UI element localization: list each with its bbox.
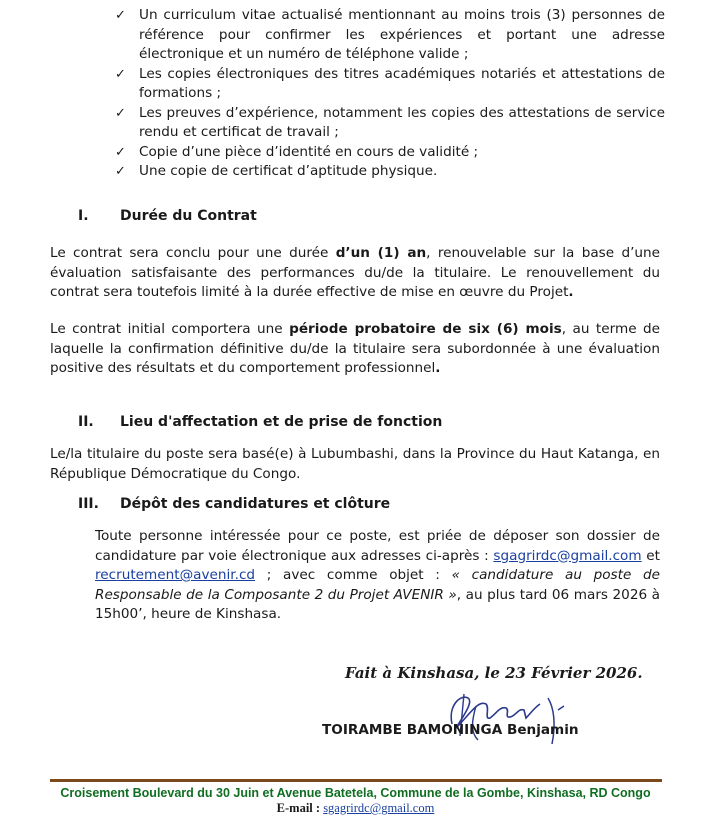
email-link-sgagrirdc[interactable]: sgagrirdc@gmail.com	[493, 547, 642, 564]
checkmark-icon: ✓	[115, 164, 126, 179]
checkmark-icon: ✓	[115, 66, 126, 82]
list-item: ✓ Les copies électroniques des titres académiques notariés et attestations de formations ;	[115, 65, 665, 101]
applications-paragraph: Toute personne intéressée pour ce poste, est priée de déposer son dossier de candidature par voie électronique aux adresses ci-après : sgagrirdc@gmail.com et recrutement@avenir.cd ; avec comme objet : « candidature au poste de Responsable de la Composante 2 du Projet AVENIR », au plus tard 06 mars 2026 à 15h00’, heure de Kinshasa.	[95, 528, 660, 622]
checkmark-icon: ✓	[115, 105, 126, 121]
list-item: ✓ Une copie de certificat d’aptitude physique.	[115, 162, 665, 182]
section-heading-location: II. Lieu d'affectation et de prise de fonction	[78, 414, 443, 430]
footer-rule	[50, 779, 662, 782]
checkmark-icon: ✓	[115, 8, 126, 23]
section-heading-applications: III. Dépôt des candidatures et clôture	[78, 496, 391, 512]
footer-email: E-mail : sgagrirdc@gmail.com	[276, 801, 435, 815]
probation-paragraph: Le contrat initial comportera une période probatoire de six (6) mois, au terme de laquelle la confirmation définitive du/de la titulaire sera subordonnée à une évaluation positive des résultats et du comportement professionnel.	[50, 321, 660, 376]
handwritten-signature	[430, 684, 580, 750]
footer-address: Croisement Boulevard du 30 Juin et Avenue Batetela, Commune de la Gombe, Kinshasa, RD Congo	[60, 786, 651, 800]
footer-email-link[interactable]: sgagrirdc@gmail.com	[323, 801, 435, 815]
required-documents-list	[115, 6, 665, 182]
place-date-line: Fait à Kinshasa, le 23 Février 2026.	[345, 664, 643, 682]
section-heading-contract-duration: I. Durée du Contrat	[78, 208, 257, 224]
checkmark-icon: ✓	[115, 144, 126, 160]
list-item: ✓ Les preuves d’expérience, notamment les copies des attestations de service rendu et certificat de travail ;	[115, 104, 665, 140]
signatory-name: TOIRAMBE BAMONINGA Benjamin	[322, 722, 579, 738]
list-item: ✓ Un curriculum vitae actualisé mentionnant au moins trois (3) personnes de référence pour confirmer les expériences et portant une adresse électronique et un numéro de téléphone valide ;	[115, 7, 665, 62]
email-link-recrutement[interactable]: recrutement@avenir.cd	[95, 567, 256, 583]
contract-duration-paragraph: Le contrat sera conclu pour une durée d’un (1) an, renouvelable sur la base d’une évaluation satisfaisante des performances du/de la titulaire. Le renouvellement du contrat sera toutefois limité à la durée effective de mise en œuvre du Projet.	[50, 245, 660, 300]
location-paragraph: Le/la titulaire du poste sera basé(e) à Lubumbashi, dans la Province du Haut Katanga, en République Démocratique du Congo.	[50, 446, 660, 482]
list-item: ✓ Copie d’une pièce d’identité en cours de validité ;	[115, 143, 665, 163]
